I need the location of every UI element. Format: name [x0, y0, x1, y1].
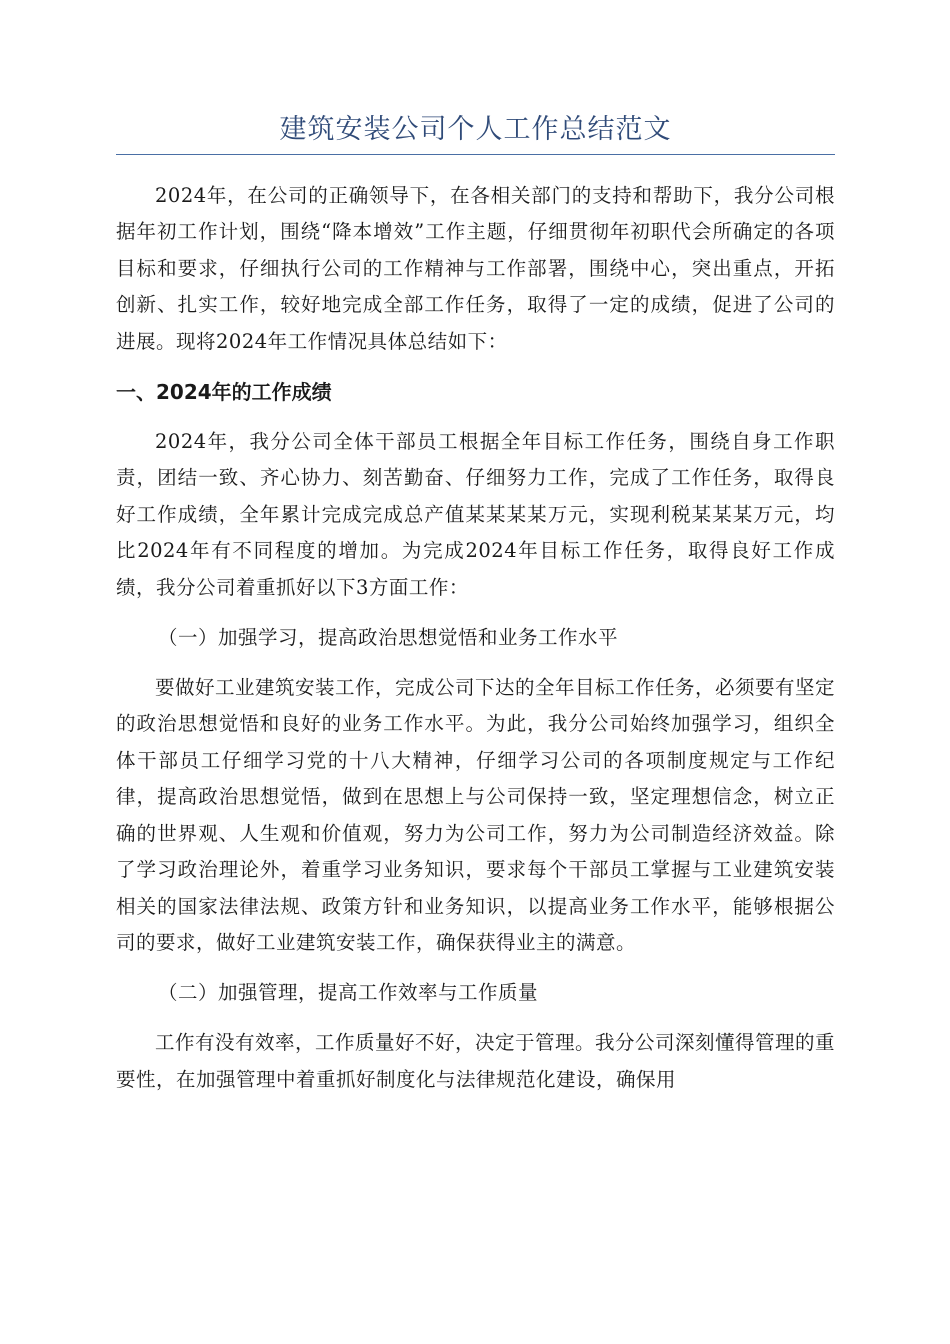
spacer — [116, 656, 835, 670]
document-title: 建筑安装公司个人工作总结范文 — [279, 114, 672, 145]
subsection-1-paragraph: 要做好工业建筑安装工作，完成公司下达的全年目标工作任务，必须要有坚定的政治思想觉悟和良好的业务工作水平。为此，我分公司始终加强学习，组织全体干部员工仔细学习党的十八大精神，仔细学习公司的各项制度规定与工作纪律，提高政治思想觉悟，做到在思想上与公司保持一致，坚定理想信念，树立正确的世界观、人生观和价值观，努力为公司工作，努力为公司制造经济效益。除了学习政治理论外，着重学习业务知识，要求每个干部员工掌握与工业建筑安装相关的国家法律法规、政策方针和业务知识，以提高业务工作水平，能够根据公司的要求，做好工业建筑安装工作，确保获得业主的满意。 — [116, 676, 836, 954]
subsection-heading-2: （二）加强管理，提高工作效率与工作质量 — [158, 981, 539, 1005]
intro-paragraph: 2024年，在公司的正确领导下，在各相关部门的支持和帮助下，我分公司根据年初工作计划，围绕“降本增效”工作主题，仔细贯彻年初职代会所确定的各项目标和要求，仔细执行公司的工作精神与工作部署，围绕中心，突出重点，开拓创新、扎实工作，较好地完成全部工作任务，取得了一定的成绩，促进了公司的进展。现将2024年工作情况具体总结如下： — [116, 184, 835, 353]
subsection-heading-1: （一）加强学习，提高政治思想觉悟和业务工作水平 — [158, 626, 619, 650]
spacer — [116, 606, 835, 620]
spacer — [116, 1011, 835, 1025]
spacer — [116, 410, 835, 424]
subsection-2-paragraph: 工作有没有效率，工作质量好不好，决定于管理。我分公司深刻懂得管理的重要性，在加强管理中着重抓好制度化与法律规范化建设，确保用 — [116, 1031, 836, 1091]
section-heading-1: 一、2024年的工作成绩 — [116, 380, 332, 405]
spacer — [116, 360, 835, 374]
title-underline — [116, 154, 835, 155]
section-1-paragraph: 2024年，我分公司全体干部员工根据全年目标工作任务，围绕自身工作职责，团结一致、齐心协力、刻苦勤奋、仔细努力工作，完成了工作任务，取得良好工作成绩，全年累计完成完成总产值某某某某万元，实现利税某某某万元，均比2024年有不同程度的增加。为完成2024年目标工作任务，取得良好工作成绩，我分公司着重抓好以下3方面工作： — [116, 430, 835, 599]
spacer — [116, 961, 835, 975]
document-body — [116, 178, 835, 1098]
